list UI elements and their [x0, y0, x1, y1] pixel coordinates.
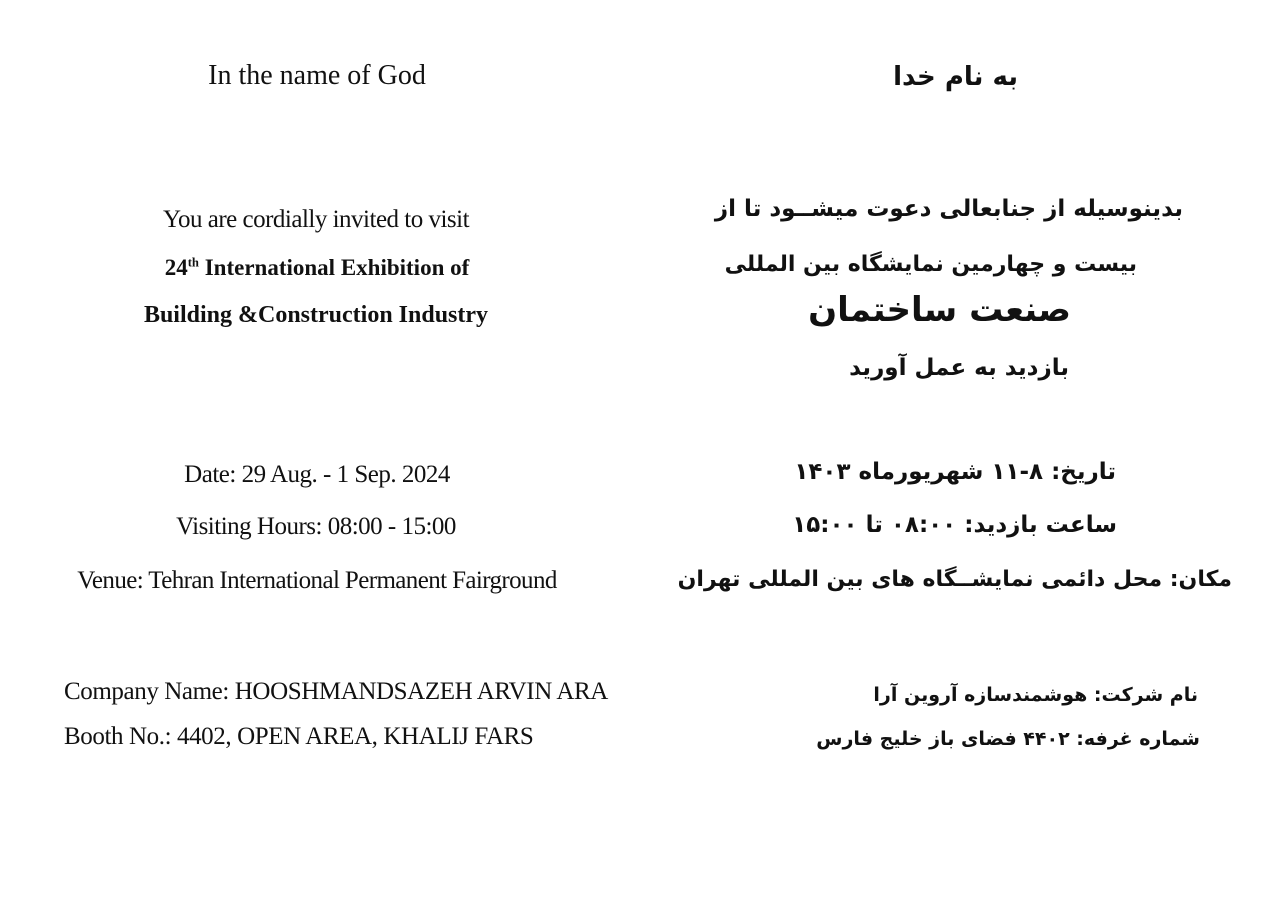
persian-industry-line: صنعت ساختمان	[808, 290, 1071, 330]
english-date: Date: 29 Aug. - 1 Sep. 2024	[184, 461, 450, 488]
exhibition-text: International Exhibition of	[204, 255, 470, 280]
persian-company-name: نام شرکت: هوشمندسازه آروین آرا	[873, 684, 1198, 706]
ordinal-number: 24	[164, 255, 188, 280]
persian-greeting: به نام خدا	[893, 62, 1018, 92]
persian-venue: مکان: محل دائمی نمایشــگاه های بین المللی تهران	[677, 567, 1232, 592]
english-visiting-hours: Visiting Hours: 08:00 - 15:00	[176, 513, 456, 540]
persian-booth-number: شماره غرفه: ۴۴۰۲ فضای باز خلیج فارس	[816, 728, 1200, 750]
english-invite-line: You are cordially invited to visit	[162, 206, 470, 233]
english-company-name: Company Name: HOOSHMANDSAZEH ARVIN ARA	[64, 678, 608, 705]
persian-visit-line: بازدید به عمل آورید	[849, 355, 1069, 381]
persian-date: تاریخ: ۸-۱۱ شهریورماه ۱۴۰۳	[794, 459, 1116, 485]
persian-exhibition-line: بیست و چهارمین نمایشگاه بین المللی	[724, 252, 1137, 277]
english-greeting: In the name of God	[208, 60, 426, 91]
persian-visiting-hours: ساعت بازدید: ۰۸:۰۰ تا ۱۵:۰۰	[792, 512, 1117, 538]
english-booth-number: Booth No.: 4402, OPEN AREA, KHALIJ FARS	[64, 723, 534, 750]
persian-invite-line: بدینوسیله از جنابعالی دعوت میشــود تا از	[714, 196, 1183, 222]
english-industry-line: Building &Construction Industry	[143, 302, 489, 328]
english-venue: Venue: Tehran International Permanent Fairground	[77, 567, 557, 594]
english-exhibition-line	[165, 255, 470, 281]
ordinal-suffix: th	[187, 255, 199, 270]
